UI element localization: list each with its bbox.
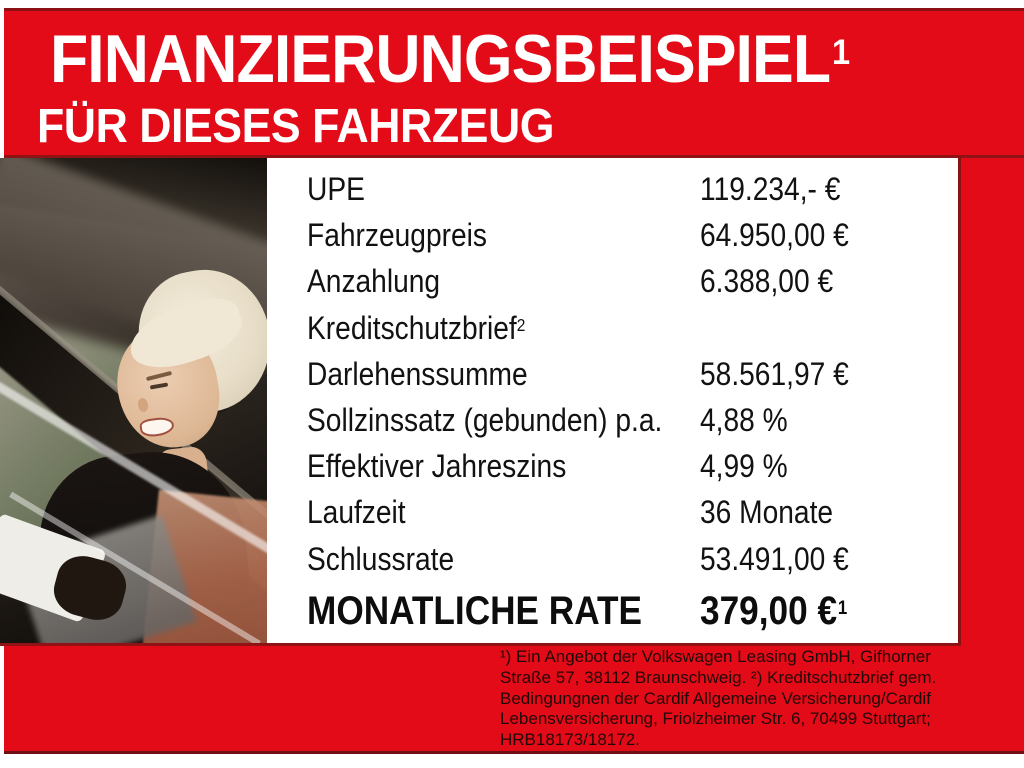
finance-value: 58.561,97 € bbox=[700, 355, 849, 392]
monthly-rate-footnote-marker: 1 bbox=[837, 598, 848, 620]
finance-table bbox=[267, 158, 958, 638]
table-row bbox=[267, 258, 958, 304]
woman-in-car-photo bbox=[0, 158, 267, 643]
finance-label: Effektiver Jahreszins bbox=[307, 448, 567, 485]
table-row bbox=[267, 212, 958, 258]
finance-value: 64.950,00 € bbox=[700, 217, 849, 254]
legal-footnote bbox=[500, 647, 936, 751]
header-divider bbox=[4, 155, 1024, 158]
table-row bbox=[267, 351, 958, 397]
table-row bbox=[267, 489, 958, 535]
finance-label: UPE bbox=[307, 171, 365, 207]
finance-value: 4,88 % bbox=[700, 401, 788, 438]
title-text: FINANZIERUNGSBEISPIEL bbox=[50, 21, 831, 97]
footnote-line: Bedingungnen der Cardif Allgemeine Versicherung/Cardif bbox=[500, 688, 931, 708]
finance-label: Schlussrate bbox=[307, 540, 455, 577]
label-footnote-marker: 2 bbox=[516, 314, 526, 335]
table-row bbox=[267, 397, 958, 443]
title-footnote-marker: 1 bbox=[831, 32, 850, 72]
page-title bbox=[50, 21, 850, 97]
table-row bbox=[267, 443, 958, 489]
monthly-rate-value bbox=[700, 584, 847, 646]
finance-label: Anzahlung bbox=[307, 263, 441, 300]
monthly-rate-amount: 379,00 € bbox=[700, 588, 838, 633]
finance-label: Fahrzeugpreis bbox=[307, 217, 488, 254]
finance-label: Sollzinssatz (gebunden) p.a. bbox=[307, 401, 663, 438]
finance-label-text: Kreditschutzbrief bbox=[307, 309, 517, 346]
finance-label: Laufzeit bbox=[307, 494, 406, 531]
ad-header bbox=[37, 21, 919, 154]
monthly-rate-label: MONATLICHE RATE bbox=[307, 588, 643, 633]
table-row bbox=[267, 166, 958, 212]
footnote-line: HRB18173/18172. bbox=[500, 730, 640, 750]
finance-panel bbox=[267, 158, 961, 643]
finance-label bbox=[307, 305, 525, 356]
footnote-line: Lebensversicherung, Friolzheimer Str. 6, 70499 Stuttgart; bbox=[500, 709, 931, 729]
finance-value: 36 Monate bbox=[700, 494, 834, 531]
table-row bbox=[267, 536, 958, 582]
footnote-line: ¹) Ein Angebot der Volkswagen Leasing GmbH, Gifhorner bbox=[500, 647, 931, 666]
page-subtitle: FÜR DIESES FAHRZEUG bbox=[37, 100, 554, 154]
monthly-rate-row bbox=[267, 584, 958, 638]
finance-value: 6.388,00 € bbox=[700, 263, 834, 300]
finance-value: 119.234,- € bbox=[700, 171, 841, 207]
finance-label: Darlehenssumme bbox=[307, 355, 528, 392]
content-divider bbox=[0, 643, 961, 646]
table-row bbox=[267, 305, 958, 351]
finance-value: 53.491,00 € bbox=[700, 540, 849, 577]
finance-value: 4,99 % bbox=[700, 448, 788, 485]
footnote-line: Straße 57, 38112 Braunschweig. ²) Kreditschutzbrief gem. bbox=[500, 667, 937, 687]
